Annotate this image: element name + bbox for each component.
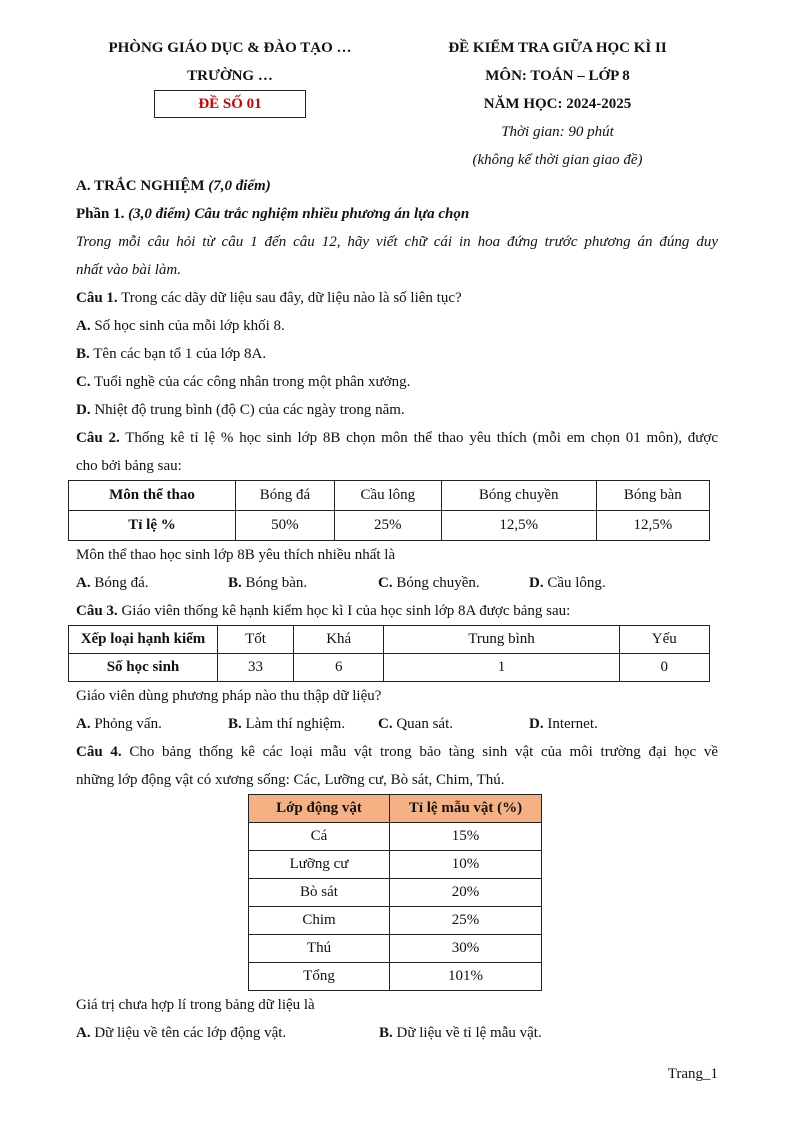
table-row bbox=[249, 907, 542, 935]
subject: MÔN: TOÁN – LỚP 8 bbox=[485, 68, 630, 84]
option-key: A. bbox=[76, 318, 91, 334]
option-text: Phỏng vấn. bbox=[94, 716, 162, 732]
option-key: C. bbox=[76, 374, 91, 390]
table-row bbox=[69, 626, 710, 654]
table-cell: 15% bbox=[390, 823, 542, 851]
q3-conduct-table bbox=[68, 625, 710, 682]
option-key: D. bbox=[529, 575, 544, 591]
option-key: A. bbox=[76, 575, 91, 591]
table-row bbox=[249, 795, 542, 823]
table-header-cell: Tốt bbox=[218, 626, 294, 654]
option-text: Số học sinh của mỗi lớp khối 8. bbox=[94, 318, 285, 334]
duration: Thời gian: 90 phút bbox=[501, 124, 614, 140]
section-a-points: (7,0 điểm) bbox=[208, 178, 271, 194]
q1-option-a bbox=[76, 312, 718, 340]
option-key: D. bbox=[529, 716, 544, 732]
q3-option-c bbox=[378, 710, 529, 738]
part1-title: Phần 1. bbox=[76, 206, 125, 222]
table-cell: Lưỡng cư bbox=[249, 851, 390, 879]
part1-instruction-line2: nhất vào bài làm. bbox=[76, 262, 181, 278]
option-key: B. bbox=[228, 716, 242, 732]
part1-instruction-line1: Trong mỗi câu hỏi từ câu 1 đến câu 12, hãy viết chữ cái in hoa đứng trước phương án đúng duy bbox=[76, 234, 718, 250]
table-cell: Tổng bbox=[249, 963, 390, 991]
q4-option-b bbox=[379, 1019, 542, 1047]
q3-label: Câu 3. bbox=[76, 603, 118, 619]
q2-options bbox=[76, 569, 718, 597]
table-row-label: Tỉ lệ % bbox=[69, 511, 236, 541]
table-header-cell: Tỉ lệ mẫu vật (%) bbox=[390, 795, 542, 823]
table-header-cell: Bóng bàn bbox=[596, 481, 709, 511]
q3-question: Giáo viên dùng phương pháp nào thu thập dữ liệu? bbox=[76, 688, 382, 704]
q2-label: Câu 2. bbox=[76, 430, 120, 446]
exam-body bbox=[76, 172, 718, 1047]
table-cell: Bò sát bbox=[249, 879, 390, 907]
duration-note: (không kể thời gian giao đề) bbox=[472, 152, 643, 168]
school-name: TRƯỜNG … bbox=[187, 68, 273, 84]
table-header-cell: Cầu lông bbox=[334, 481, 441, 511]
table-row bbox=[249, 879, 542, 907]
option-key: C. bbox=[378, 575, 393, 591]
option-key: A. bbox=[76, 1025, 91, 1041]
option-text: Bóng đá. bbox=[94, 575, 149, 591]
q1-stem bbox=[76, 284, 718, 312]
table-cell: 20% bbox=[390, 879, 542, 907]
q4-stem-line1 bbox=[76, 738, 718, 766]
table-header-cell: Bóng chuyền bbox=[441, 481, 596, 511]
table-header-cell: Lớp động vật bbox=[249, 795, 390, 823]
table-header-cell: Bóng đá bbox=[235, 481, 334, 511]
q4-question: Giá trị chưa hợp lí trong bảng dữ liệu là bbox=[76, 997, 315, 1013]
table-cell: 101% bbox=[390, 963, 542, 991]
table-row bbox=[69, 481, 710, 511]
q3-option-a bbox=[76, 710, 228, 738]
option-text: Dữ liệu về tên các lớp động vật. bbox=[94, 1025, 287, 1041]
option-text: Bóng chuyền. bbox=[396, 575, 480, 591]
option-key: A. bbox=[76, 716, 91, 732]
exam-title: ĐỀ KIỂM TRA GIỮA HỌC KÌ II bbox=[448, 40, 667, 56]
table-cell: Chim bbox=[249, 907, 390, 935]
part1-subtitle: (3,0 điểm) Câu trắc nghiệm nhiều phương án lựa chọn bbox=[128, 206, 470, 222]
option-key: B. bbox=[228, 575, 242, 591]
table-header-cell: Xếp loại hạnh kiểm bbox=[69, 626, 218, 654]
table-row bbox=[249, 935, 542, 963]
option-text: Dữ liệu về tỉ lệ mẫu vật. bbox=[396, 1025, 542, 1041]
option-text: Làm thí nghiệm. bbox=[245, 716, 346, 732]
exam-code-box: ĐỀ SỐ 01 bbox=[154, 90, 306, 118]
table-cell: 0 bbox=[619, 654, 709, 682]
q2-option-b bbox=[228, 569, 378, 597]
q2-text-line2: cho bởi bảng sau: bbox=[76, 458, 182, 474]
table-cell: 25% bbox=[334, 511, 441, 541]
q1-label: Câu 1. bbox=[76, 290, 118, 306]
q2-question: Môn thể thao học sinh lớp 8B yêu thích nhiều nhất là bbox=[76, 547, 396, 563]
option-text: Quan sát. bbox=[396, 716, 453, 732]
option-key: B. bbox=[76, 346, 90, 362]
table-row bbox=[249, 851, 542, 879]
table-cell: 1 bbox=[384, 654, 619, 682]
q4-text-line2: những lớp động vật có xương sống: Các, Lưỡng cư, Bò sát, Chim, Thú. bbox=[76, 772, 505, 788]
q2-sports-table bbox=[68, 480, 710, 541]
q1-text: Trong các dãy dữ liệu sau đây, dữ liệu nào là số liên tục? bbox=[121, 290, 462, 306]
header-right bbox=[405, 34, 710, 174]
table-header-cell: Khá bbox=[294, 626, 384, 654]
q3-option-d bbox=[529, 710, 598, 738]
table-cell: Thú bbox=[249, 935, 390, 963]
option-key: D. bbox=[76, 402, 91, 418]
table-cell: 10% bbox=[390, 851, 542, 879]
q4-option-a bbox=[76, 1019, 379, 1047]
table-cell: 12,5% bbox=[441, 511, 596, 541]
option-key: C. bbox=[378, 716, 393, 732]
table-row bbox=[249, 823, 542, 851]
q4-options bbox=[76, 1019, 718, 1047]
option-text: Nhiệt độ trung bình (độ C) của các ngày trong năm. bbox=[94, 402, 405, 418]
option-text: Internet. bbox=[547, 716, 598, 732]
q3-stem bbox=[76, 597, 718, 625]
q4-specimen-table bbox=[248, 794, 542, 991]
option-key: B. bbox=[379, 1025, 393, 1041]
q3-text: Giáo viên thống kê hạnh kiểm học kì I của học sinh lớp 8A được bảng sau: bbox=[121, 603, 571, 619]
q4-label: Câu 4. bbox=[76, 744, 122, 760]
q3-option-b bbox=[228, 710, 378, 738]
table-row bbox=[69, 654, 710, 682]
page-number: Trang_1 bbox=[667, 1066, 718, 1082]
option-text: Tên các bạn tổ 1 của lớp 8A. bbox=[93, 346, 267, 362]
part1-heading bbox=[76, 200, 718, 228]
q3-options bbox=[76, 710, 718, 738]
table-cell: 25% bbox=[390, 907, 542, 935]
q2-option-a bbox=[76, 569, 228, 597]
q1-option-d bbox=[76, 396, 718, 424]
q1-option-c bbox=[76, 368, 718, 396]
header-left bbox=[80, 34, 380, 118]
department-name: PHÒNG GIÁO DỤC & ĐÀO TẠO … bbox=[108, 40, 352, 56]
q4-text-line1: Cho bảng thống kê các loại mẫu vật trong bảo tàng sinh vật của môi trường đại học về bbox=[129, 744, 718, 760]
table-header-cell: Môn thể thao bbox=[69, 481, 236, 511]
table-row-label: Số học sinh bbox=[69, 654, 218, 682]
table-cell: Cá bbox=[249, 823, 390, 851]
q2-text-line1: Thống kê tỉ lệ % học sinh lớp 8B chọn môn thể thao yêu thích (mỗi em chọn 01 môn), được bbox=[125, 430, 718, 446]
table-header-cell: Yếu bbox=[619, 626, 709, 654]
table-cell: 33 bbox=[218, 654, 294, 682]
table-cell: 50% bbox=[235, 511, 334, 541]
school-year: NĂM HỌC: 2024-2025 bbox=[483, 96, 632, 112]
q1-option-b bbox=[76, 340, 718, 368]
table-cell: 12,5% bbox=[596, 511, 709, 541]
option-text: Bóng bàn. bbox=[245, 575, 308, 591]
q2-stem-line1 bbox=[76, 424, 718, 452]
table-row bbox=[69, 511, 710, 541]
section-a-heading bbox=[76, 172, 718, 200]
table-cell: 30% bbox=[390, 935, 542, 963]
table-cell: 6 bbox=[294, 654, 384, 682]
q2-option-c bbox=[378, 569, 529, 597]
table-row bbox=[249, 963, 542, 991]
option-text: Tuổi nghề của các công nhân trong một phân xưởng. bbox=[94, 374, 411, 390]
option-text: Cầu lông. bbox=[547, 575, 606, 591]
section-a-title: A. TRẮC NGHIỆM bbox=[76, 178, 205, 194]
q2-option-d bbox=[529, 569, 606, 597]
table-header-cell: Trung bình bbox=[384, 626, 619, 654]
